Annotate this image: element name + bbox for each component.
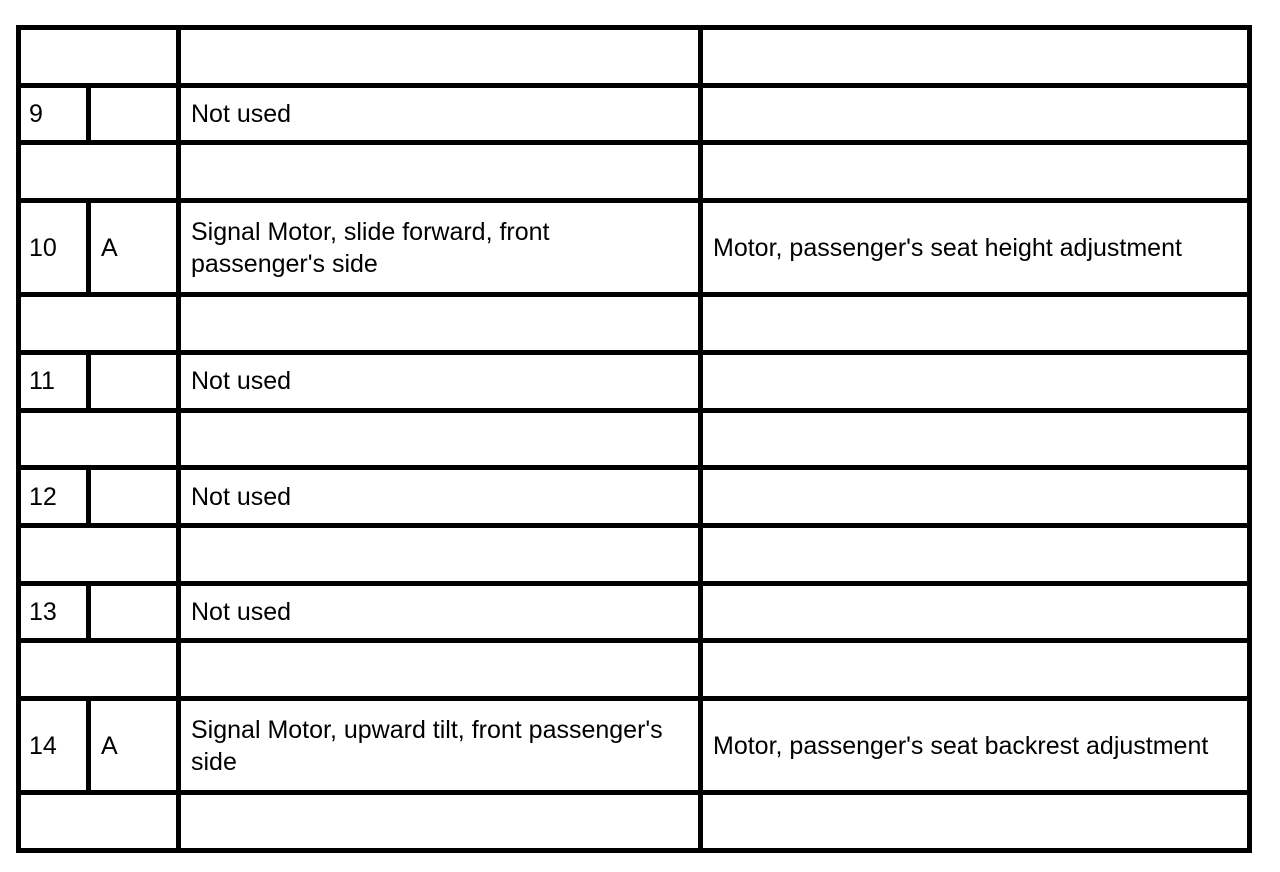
component-cell: Motor, passenger's seat height adjustment: [701, 201, 1250, 295]
spacer-cell-component: [701, 28, 1250, 86]
description-cell: Signal Motor, upward tilt, front passenger's side: [179, 699, 701, 793]
pin-number-cell: 11: [19, 352, 89, 410]
pin-number-cell: 10: [19, 201, 89, 295]
spacer-cell-component: [701, 793, 1250, 851]
spacer-cell-pin: [19, 143, 179, 201]
pin-number-cell: 13: [19, 583, 89, 641]
table-row: [19, 699, 1250, 793]
component-cell: Motor, passenger's seat backrest adjustment: [701, 699, 1250, 793]
pin-assignment-table-container: [16, 25, 1247, 853]
description-cell: Not used: [179, 468, 701, 526]
component-cell: [701, 468, 1250, 526]
description-cell: Not used: [179, 85, 701, 143]
spacer-cell-description: [179, 641, 701, 699]
spacer-cell-description: [179, 295, 701, 353]
spacer-cell-pin: [19, 641, 179, 699]
component-cell: [701, 85, 1250, 143]
pin-letter-cell: [89, 352, 179, 410]
spacer-cell-component: [701, 295, 1250, 353]
spacer-row: [19, 525, 1250, 583]
spacer-cell-component: [701, 410, 1250, 468]
spacer-row: [19, 28, 1250, 86]
pin-number-cell: 14: [19, 699, 89, 793]
component-cell: [701, 352, 1250, 410]
spacer-cell-description: [179, 28, 701, 86]
spacer-cell-description: [179, 525, 701, 583]
table-row: [19, 352, 1250, 410]
spacer-row: [19, 793, 1250, 851]
description-cell: Not used: [179, 583, 701, 641]
spacer-row: [19, 641, 1250, 699]
description-cell: Not used: [179, 352, 701, 410]
spacer-cell-component: [701, 641, 1250, 699]
spacer-cell-description: [179, 793, 701, 851]
pin-number-cell: 9: [19, 85, 89, 143]
table-row: [19, 583, 1250, 641]
pin-letter-cell: A: [89, 201, 179, 295]
spacer-cell-component: [701, 525, 1250, 583]
pin-letter-cell: A: [89, 699, 179, 793]
spacer-cell-description: [179, 143, 701, 201]
spacer-cell-pin: [19, 525, 179, 583]
spacer-cell-pin: [19, 295, 179, 353]
pin-assignment-table: [16, 25, 1252, 853]
spacer-cell-component: [701, 143, 1250, 201]
pin-letter-cell: [89, 583, 179, 641]
table-row: [19, 468, 1250, 526]
pin-number-cell: 12: [19, 468, 89, 526]
spacer-row: [19, 143, 1250, 201]
table-body: [19, 28, 1250, 851]
spacer-cell-pin: [19, 410, 179, 468]
spacer-row: [19, 295, 1250, 353]
table-row: [19, 201, 1250, 295]
spacer-cell-pin: [19, 28, 179, 86]
spacer-cell-description: [179, 410, 701, 468]
pin-letter-cell: [89, 468, 179, 526]
pin-letter-cell: [89, 85, 179, 143]
table-row: [19, 85, 1250, 143]
description-cell: Signal Motor, slide forward, front passenger's side: [179, 201, 701, 295]
spacer-row: [19, 410, 1250, 468]
spacer-cell-pin: [19, 793, 179, 851]
component-cell: [701, 583, 1250, 641]
